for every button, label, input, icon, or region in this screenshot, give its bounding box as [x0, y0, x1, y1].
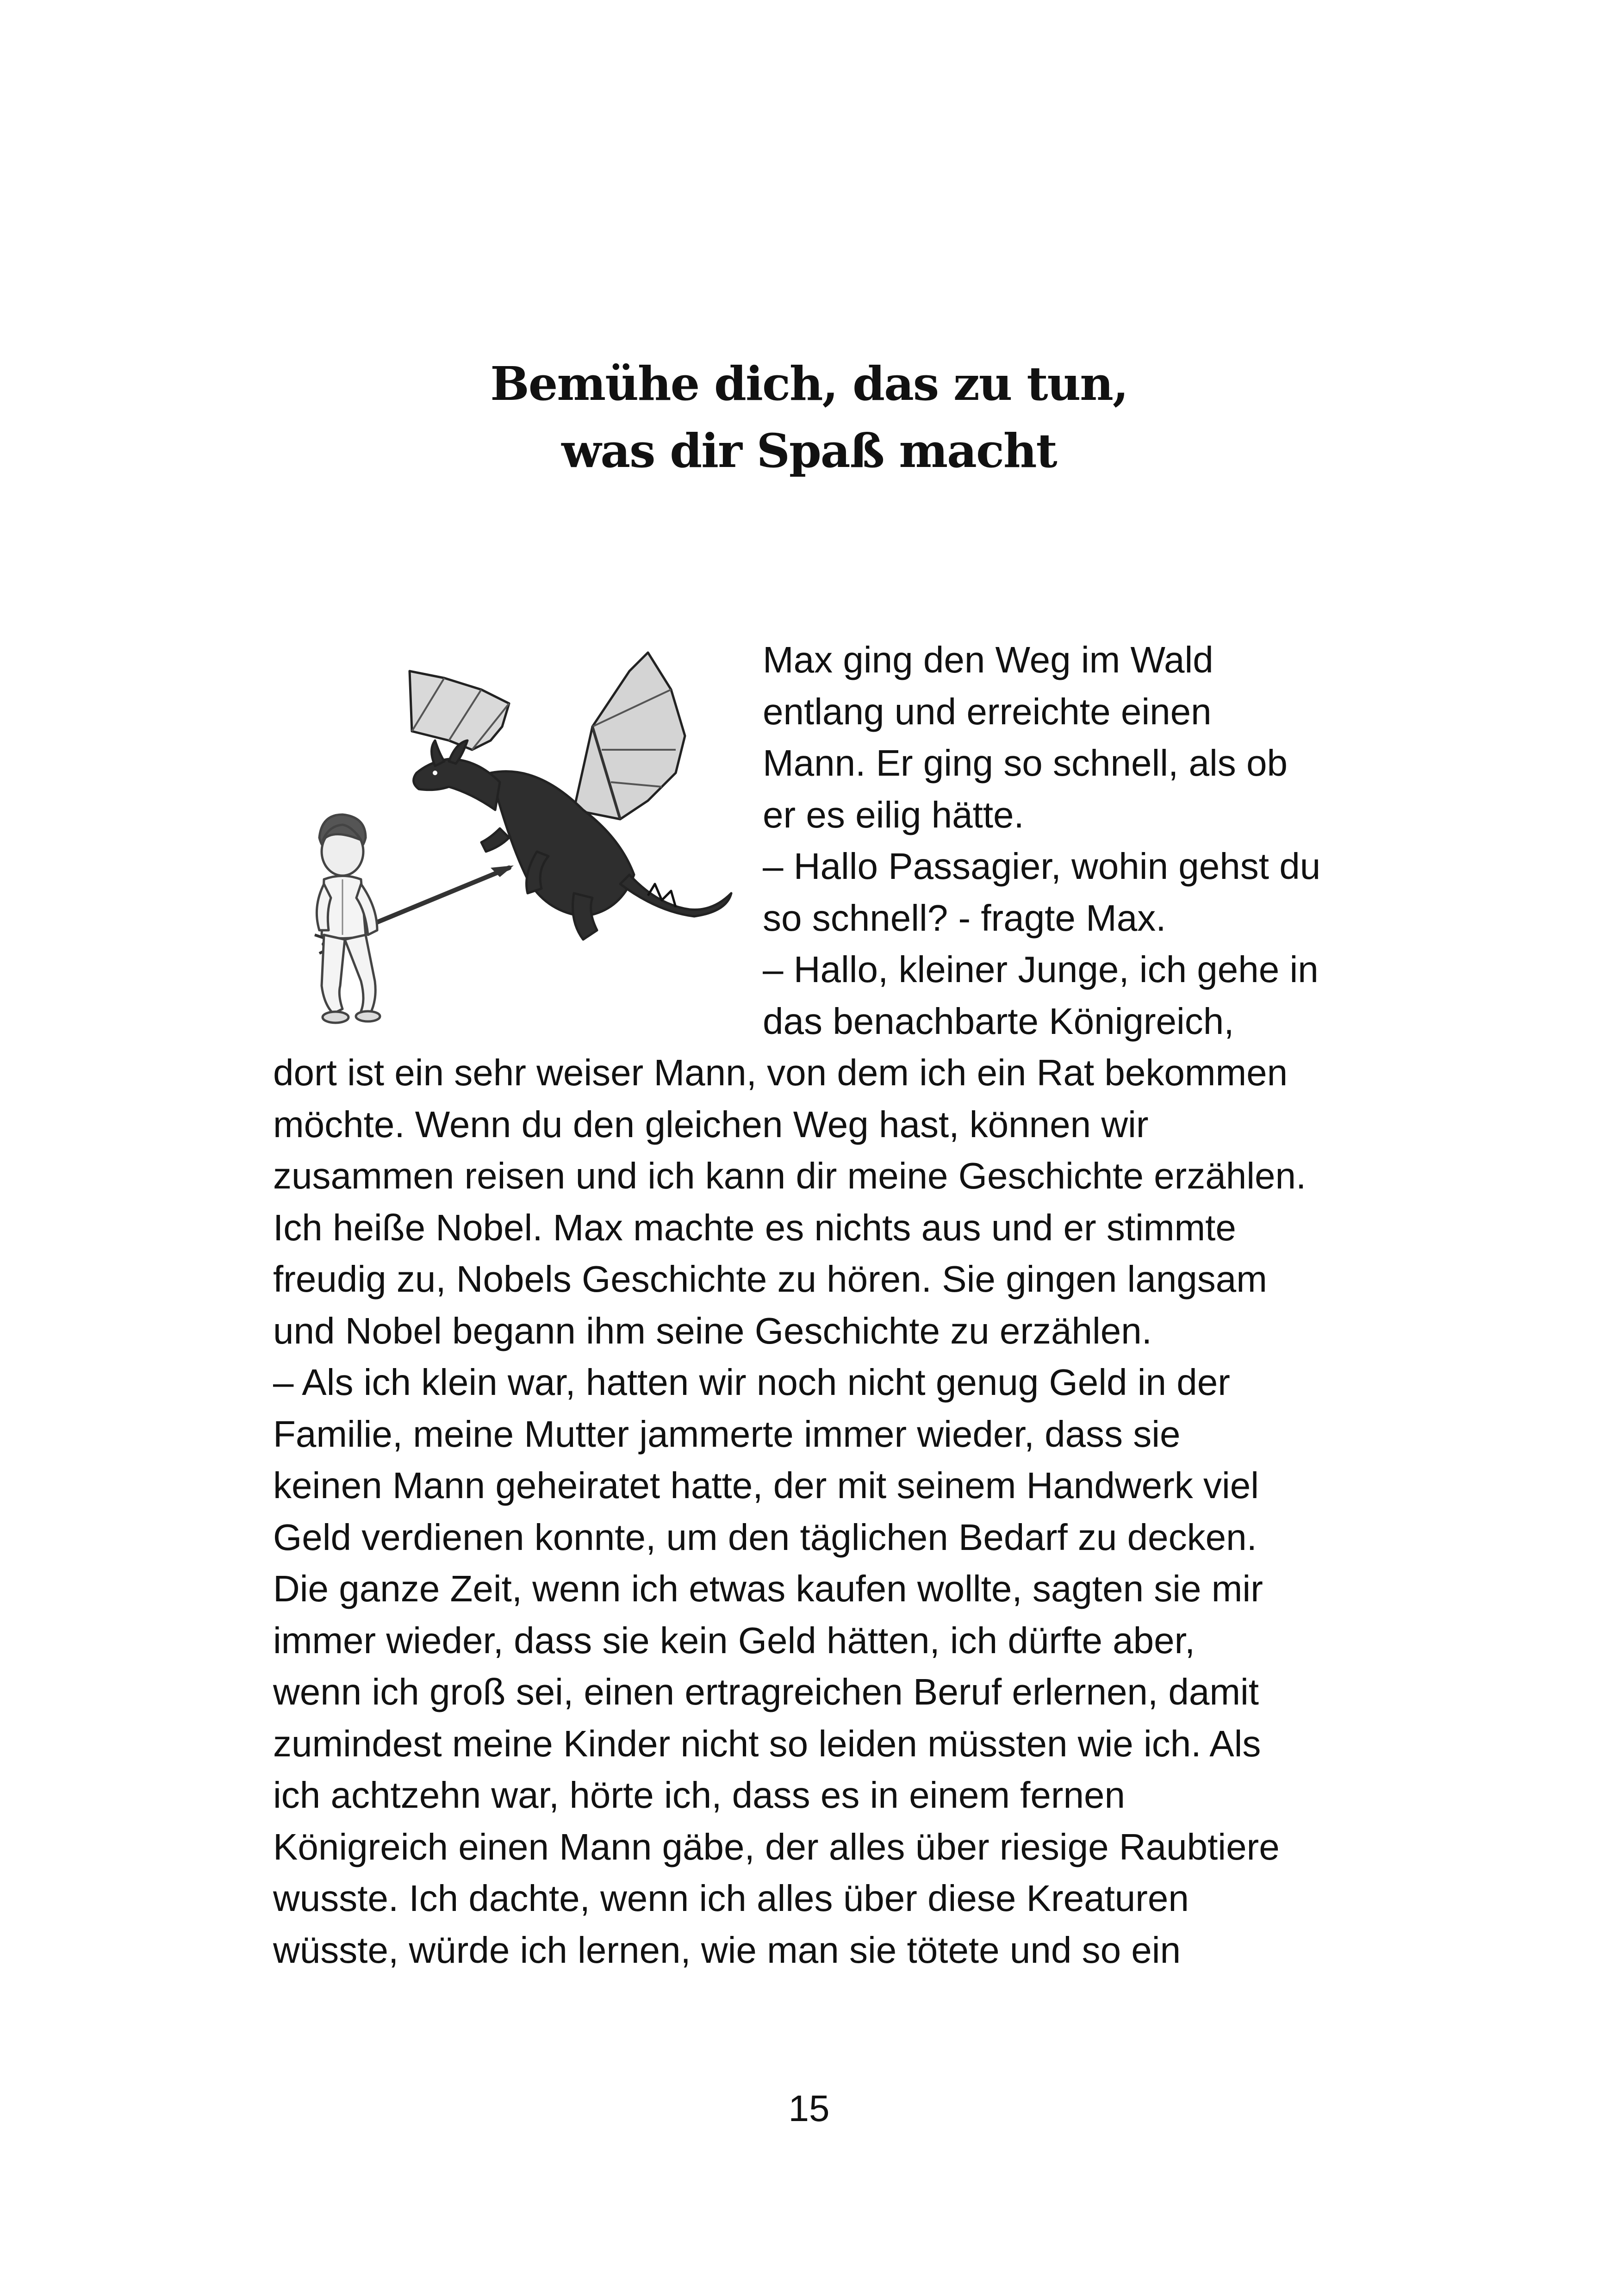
story-line: – Hallo, kleiner Junge, ich gehe in [763, 949, 1319, 990]
chapter-title-line-1: Bemühe dich, das zu tun, [490, 356, 1128, 411]
story-line: entlang und erreichte einen [763, 691, 1212, 732]
story-line: Die ganze Zeit, wenn ich etwas kaufen wollte, sagten sie mir [273, 1568, 1263, 1609]
boy-icon [317, 815, 380, 1023]
story-line: Geld verdienen konnte, um den täglichen Bedarf zu decken. [273, 1516, 1257, 1558]
dragon-icon [410, 653, 731, 940]
story-line: keinen Mann geheiratet hatte, der mit seinem Handwerk viel [273, 1465, 1259, 1506]
story-line: ich achtzehn war, hörte ich, dass es in einem fernen [273, 1774, 1126, 1816]
story-line: wenn ich groß sei, einen ertragreichen Beruf erlernen, damit [273, 1671, 1259, 1712]
story-line: Max ging den Weg im Wald [763, 639, 1214, 680]
chapter-title-line-2: was dir Spaß macht [561, 423, 1057, 478]
story-line: Familie, meine Mutter jammerte immer wieder, dass sie [273, 1413, 1181, 1455]
story-line: möchte. Wenn du den gleichen Weg hast, können wir [273, 1103, 1149, 1145]
story-line: er es eilig hätte. [763, 794, 1024, 835]
story-line: freudig zu, Nobels Geschichte zu hören. Sie gingen langsam [273, 1258, 1267, 1300]
story-line: Ich heiße Nobel. Max machte es nichts aus und er stimmte [273, 1207, 1236, 1248]
story-line: Königreich einen Mann gäbe, der alles über riesige Raubtiere [273, 1826, 1280, 1867]
boy-and-dragon-illustration [296, 634, 736, 1037]
story-line: so schnell? - fragte Max. [763, 897, 1166, 939]
story-line: wusste. Ich dachte, wenn ich alles über diese Kreaturen [273, 1878, 1189, 1919]
story-line: dort ist ein sehr weiser Mann, von dem ich ein Rat bekommen [273, 1052, 1288, 1093]
story-line: zumindest meine Kinder nicht so leiden müssten wie ich. Als [273, 1723, 1261, 1764]
story-line: wüsste, würde ich lernen, wie man sie tötete und so ein [273, 1929, 1181, 1971]
story-line: Mann. Er ging so schnell, als ob [763, 742, 1288, 784]
story-line: – Als ich klein war, hatten wir noch nicht genug Geld in der [273, 1362, 1230, 1403]
story-line: das benachbarte Königreich, [763, 1000, 1234, 1042]
story-line: immer wieder, dass sie kein Geld hätten, ich dürfte aber, [273, 1619, 1195, 1661]
story-line: – Hallo Passagier, wohin gehst du [763, 846, 1321, 887]
story-line: zusammen reisen und ich kann dir meine Geschichte erzählen. [273, 1155, 1307, 1196]
page-number: 15 [788, 2088, 830, 2129]
story-line: und Nobel begann ihm seine Geschichte zu erzählen. [273, 1310, 1152, 1351]
